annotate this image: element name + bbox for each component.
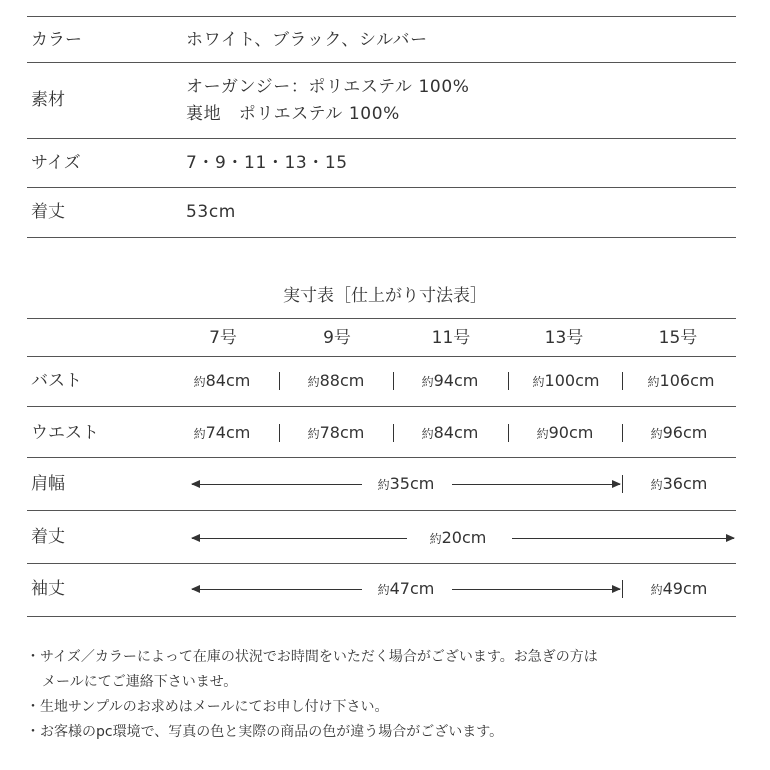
span-arrow (192, 538, 407, 539)
bust-cell: 約84cm (193, 371, 251, 390)
arrowhead-left (191, 534, 200, 542)
spec-divider (27, 138, 736, 139)
note-line: ・お客様のpc環境で、写真の色と実際の商品の色が違う場合がございます。 (26, 724, 504, 740)
measure-divider (27, 563, 736, 564)
bust-cell: 約94cm (421, 371, 479, 390)
spec-divider (27, 237, 736, 238)
sleeve-label: 袖丈 (31, 579, 65, 599)
note-line: メールにてご連絡下さいませ。 (42, 674, 238, 690)
span-arrow (452, 589, 620, 590)
note-line: ・生地サンプルのお求めはメールにてお申し付け下さい。 (26, 699, 389, 715)
material-value-2: 裏地 ポリエステル 100% (186, 104, 400, 124)
cell-separator (622, 372, 623, 390)
cell-separator (393, 372, 394, 390)
arrowhead-right (612, 480, 621, 488)
span-arrow (192, 484, 362, 485)
waist-label: ウエスト (31, 423, 99, 443)
cell-separator (508, 424, 509, 442)
spec-divider (27, 16, 736, 17)
length-span-value: 約20cm (429, 528, 487, 547)
size-header: 13号 (544, 328, 584, 348)
arrowhead-right (726, 534, 735, 542)
length-value: 53cm (186, 202, 236, 222)
size-label: サイズ (31, 153, 81, 173)
measure-divider (27, 356, 736, 357)
spec-divider (27, 62, 736, 63)
length-row-label: 着丈 (31, 527, 65, 547)
size-header: 7号 (209, 328, 237, 348)
waist-cell: 約96cm (650, 423, 708, 442)
length-label: 着丈 (31, 202, 65, 222)
bust-cell: 約100cm (532, 371, 600, 390)
waist-cell: 約90cm (536, 423, 594, 442)
bust-cell: 約88cm (307, 371, 365, 390)
arrowhead-left (191, 480, 200, 488)
waist-cell: 約74cm (193, 423, 251, 442)
shoulder-span-value: 約35cm (377, 474, 435, 493)
measure-divider (27, 510, 736, 511)
spec-divider (27, 187, 736, 188)
cell-separator (622, 475, 623, 493)
color-value: ホワイト、ブラック、シルバー (186, 30, 428, 50)
cell-separator (279, 424, 280, 442)
measure-divider (27, 318, 736, 319)
measure-divider (27, 457, 736, 458)
size-header: 11号 (431, 328, 471, 348)
size-header: 15号 (658, 328, 698, 348)
size-value: 7・9・11・13・15 (186, 153, 348, 173)
shoulder-label: 肩幅 (31, 474, 65, 494)
cell-separator (393, 424, 394, 442)
size-header: 9号 (323, 328, 351, 348)
bust-cell: 約106cm (647, 371, 715, 390)
measure-divider (27, 616, 736, 617)
span-arrow (452, 484, 620, 485)
span-arrow (512, 538, 734, 539)
arrowhead-right (612, 585, 621, 593)
arrowhead-left (191, 585, 200, 593)
material-value-1: オーガンジー：ポリエステル 100% (186, 77, 470, 97)
note-line: ・サイズ／カラーによって在庫の状況でお時間をいただく場合がございます。お急ぎの方は (26, 649, 598, 665)
sleeve-last-value: 約49cm (650, 579, 708, 598)
waist-cell: 約84cm (421, 423, 479, 442)
cell-separator (622, 580, 623, 598)
sleeve-span-value: 約47cm (377, 579, 435, 598)
color-label: カラー (31, 30, 82, 50)
cell-separator (508, 372, 509, 390)
span-arrow (192, 589, 362, 590)
shoulder-last-value: 約36cm (650, 474, 708, 493)
measure-title: 実寸表［仕上がり寸法表］ (283, 286, 487, 306)
bust-label: バスト (31, 371, 82, 391)
cell-separator (279, 372, 280, 390)
measure-divider (27, 406, 736, 407)
waist-cell: 約78cm (307, 423, 365, 442)
cell-separator (622, 424, 623, 442)
material-label: 素材 (31, 90, 65, 110)
